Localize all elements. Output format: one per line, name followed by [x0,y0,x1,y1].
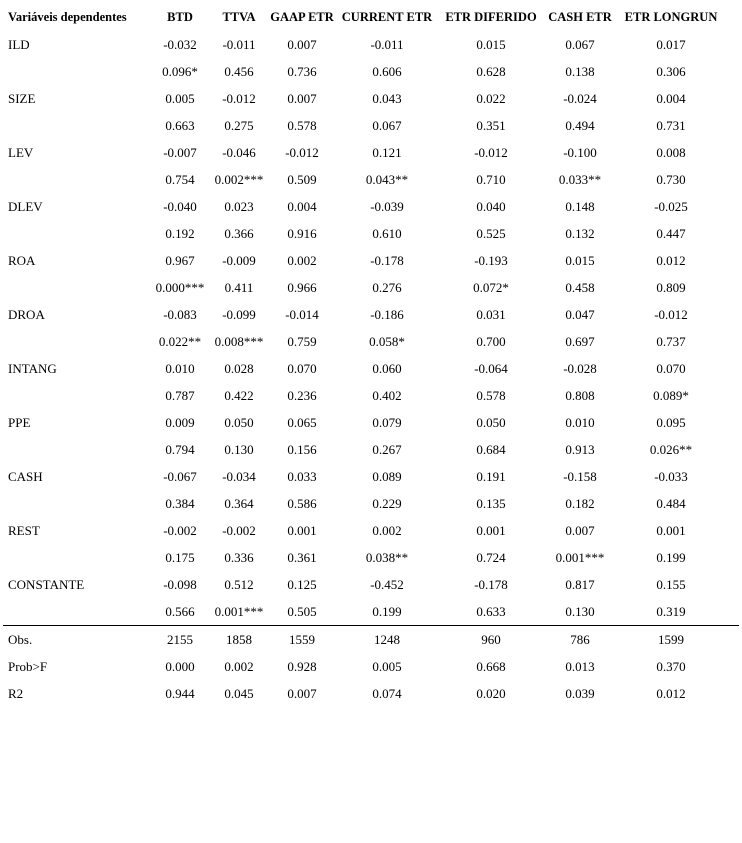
table-cell: 0.135 [476,495,506,511]
table-row-pvalue [0,112,742,139]
table-cell: 0.736 [287,63,317,79]
table-cell: -0.098 [163,576,197,592]
table-cell: 0.509 [287,171,317,187]
table-cell: 0.697 [565,333,595,349]
table-cell: -0.007 [163,144,197,160]
table-cell: 0.130 [565,603,595,619]
table-cell: 0.276 [372,279,402,295]
table-cell: 0.038** [365,549,409,565]
table-cell: -0.040 [163,198,197,214]
col-header-ttva: TTVA [222,10,256,24]
table-cell: -0.186 [370,306,404,322]
table-cell: 0.456 [224,63,254,79]
table-cell: 0.043 [372,90,402,106]
table-cell: 0.236 [287,387,317,403]
table-cell: 0.458 [565,279,595,295]
table-cell: 0.001 [656,522,686,538]
table-cell: 0.817 [565,576,595,592]
table-cell: 0.192 [165,225,195,241]
table-cell: 0.060 [372,360,402,376]
table-cell: 0.138 [565,63,595,79]
table-cell: 0.010 [565,414,595,430]
table-cell: 0.199 [372,603,402,619]
table-cell: 0.000 [165,658,195,674]
table-cell: 0.047 [565,306,595,322]
table-row-coef [0,571,742,598]
table-cell: 0.022** [158,333,202,349]
table-cell: 0.079 [372,414,402,430]
table-row-coef [0,355,742,382]
row-label: Obs. [8,631,33,647]
table-row-coef [0,31,742,58]
table-cell: -0.012 [222,90,256,106]
table-cell: 0.155 [656,576,686,592]
table-cell: -0.025 [654,198,688,214]
table-cell: 0.013 [565,658,595,674]
table-cell: 0.156 [287,441,317,457]
table-cell: 960 [481,631,501,647]
table-cell: -0.033 [654,468,688,484]
table-cell: 0.033** [558,171,602,187]
table-row-stat [0,653,742,680]
table-cell: 0.229 [372,495,402,511]
col-header-btd: BTD [167,10,193,24]
table-cell: 0.319 [656,603,686,619]
table-cell: 0.422 [224,387,254,403]
table-cell: 0.012 [656,252,686,268]
table-cell: 0.610 [372,225,402,241]
table-cell: 0.808 [565,387,595,403]
table-cell: 0.008*** [214,333,264,349]
col-header-gaap-etr: GAAP ETR [270,10,334,24]
row-label: SIZE [8,90,36,106]
table-cell: 0.067 [372,117,402,133]
table-cell: 0.267 [372,441,402,457]
table-cell: 0.754 [165,171,195,187]
table-cell: 0.364 [224,495,254,511]
table-cell: 0.050 [476,414,506,430]
table-cell: 0.070 [287,360,317,376]
table-cell: 0.050 [224,414,254,430]
table-cell: -0.034 [222,468,256,484]
table-cell: 2155 [167,631,193,647]
table-cell: 0.578 [287,117,317,133]
table-cell: 0.668 [476,658,506,674]
table-row-coef [0,517,742,544]
table-cell: 0.944 [165,685,195,701]
table-cell: 0.004 [656,90,686,106]
table-cell: 0.010 [165,360,195,376]
table-cell: 0.175 [165,549,195,565]
table-cell: -0.158 [563,468,597,484]
row-label: LEV [8,144,34,160]
table-row-pvalue [0,58,742,85]
table-cell: 0.002 [224,658,254,674]
table-cell: -0.100 [563,144,597,160]
table-cell: -0.012 [654,306,688,322]
table-row-coef [0,139,742,166]
table-cell: 0.967 [165,252,195,268]
table-cell: 0.065 [287,414,317,430]
table-cell: 0.089* [653,387,689,403]
table-cell: 786 [570,631,590,647]
table-cell: 0.132 [565,225,595,241]
row-label: CASH [8,468,43,484]
table-cell: 0.787 [165,387,195,403]
table-cell: 0.794 [165,441,195,457]
table-cell: 0.663 [165,117,195,133]
table-cell: 0.402 [372,387,402,403]
table-cell: -0.028 [563,360,597,376]
table-cell: 0.067 [565,36,595,52]
table-cell: 0.913 [565,441,595,457]
table-cell: 0.031 [476,306,506,322]
table-cell: 0.125 [287,576,317,592]
table-cell: -0.178 [474,576,508,592]
table-cell: 0.089 [372,468,402,484]
table-cell: 0.026** [649,441,693,457]
table-cell: 0.070 [656,360,686,376]
row-label: CONSTANTE [8,576,85,592]
table-row-pvalue [0,382,742,409]
table-cell: 0.191 [476,468,506,484]
table-row-pvalue [0,328,742,355]
table-cell: 0.505 [287,603,317,619]
table-cell: 0.916 [287,225,317,241]
table-cell: 0.566 [165,603,195,619]
table-cell: 0.148 [565,198,595,214]
table-cell: -0.032 [163,36,197,52]
table-cell: 0.028 [224,360,254,376]
table-cell: 0.095 [656,414,686,430]
table-cell: 0.023 [224,198,254,214]
col-header-etr-longrun: ETR LONGRUN [624,10,718,24]
table-cell: 0.182 [565,495,595,511]
table-cell: -0.178 [370,252,404,268]
table-cell: 0.001 [476,522,506,538]
table-cell: 0.928 [287,658,317,674]
table-cell: 0.074 [372,685,402,701]
table-row-coef [0,247,742,274]
table-row-pvalue [0,166,742,193]
table-cell: 0.366 [224,225,254,241]
col-header-cash-etr: CASH ETR [548,10,612,24]
table-cell: 0.628 [476,63,506,79]
table-cell: -0.193 [474,252,508,268]
table-cell: 0.447 [656,225,686,241]
row-label: ROA [8,252,36,268]
table-cell: 0.759 [287,333,317,349]
table-cell: 0.039 [565,685,595,701]
table-row-pvalue [0,220,742,247]
table-cell: 0.275 [224,117,254,133]
table-cell: 0.007 [287,90,317,106]
table-cell: 0.002 [287,252,317,268]
table-stats [0,626,742,707]
table-cell: 0.512 [224,576,254,592]
header-row [0,4,742,31]
table-row-pvalue [0,598,742,625]
col-header-current-etr: CURRENT ETR [341,10,433,24]
table-cell: 0.731 [656,117,686,133]
table-cell: 0.724 [476,549,506,565]
table-cell: 0.020 [476,685,506,701]
table-cell: 0.007 [287,36,317,52]
table-cell: 0.004 [287,198,317,214]
table-row-stat [0,680,742,707]
table-cell: -0.002 [163,522,197,538]
row-label: PPE [8,414,31,430]
table-cell: 0.033 [287,468,317,484]
table-cell: 0.730 [656,171,686,187]
table-cell: 0.700 [476,333,506,349]
table-row-coef [0,193,742,220]
table-row-coef [0,463,742,490]
table-row-coef [0,409,742,436]
row-label: R2 [8,685,24,701]
table-cell: 0.007 [287,685,317,701]
table-cell: 0.336 [224,549,254,565]
table-row-pvalue [0,490,742,517]
table-cell: 0.000*** [155,279,205,295]
table-cell: -0.012 [285,144,319,160]
table-cell: 0.606 [372,63,402,79]
table-cell: 0.017 [656,36,686,52]
table-cell: 0.001*** [555,549,605,565]
table-cell: -0.099 [222,306,256,322]
table-cell: -0.452 [370,576,404,592]
table-cell: 1858 [226,631,252,647]
table-cell: 0.737 [656,333,686,349]
table-row-stat [0,626,742,653]
table-cell: 0.710 [476,171,506,187]
table-cell: 0.005 [372,658,402,674]
table-cell: 0.199 [656,549,686,565]
header-label: Variáveis dependentes [8,10,127,24]
table-cell: 0.809 [656,279,686,295]
table-cell: 0.966 [287,279,317,295]
table-cell: 0.484 [656,495,686,511]
table-cell: 0.411 [224,279,254,295]
table-cell: 0.015 [565,252,595,268]
table-cell: 0.072* [473,279,509,295]
regression-table [0,4,742,707]
table-cell: 0.009 [165,414,195,430]
table-cell: 0.002 [372,522,402,538]
table-cell: 0.384 [165,495,195,511]
table-cell: 0.007 [565,522,595,538]
table-cell: 0.096* [162,63,198,79]
table-cell: 0.045 [224,685,254,701]
table-cell: -0.011 [222,36,256,52]
table-cell: -0.067 [163,468,197,484]
table-cell: 0.494 [565,117,595,133]
table-cell: -0.014 [285,306,319,322]
row-label: Prob>F [8,658,48,674]
table-cell: 0.121 [372,144,402,160]
table-cell: 0.684 [476,441,506,457]
row-label: DROA [8,306,45,322]
row-label: ILD [8,36,30,52]
table-cell: -0.024 [563,90,597,106]
row-label: INTANG [8,360,57,376]
table-cell: 0.306 [656,63,686,79]
table-cell: 0.361 [287,549,317,565]
table-row-coef [0,85,742,112]
table-cell: -0.009 [222,252,256,268]
table-cell: 0.586 [287,495,317,511]
table-cell: 0.351 [476,117,506,133]
table-cell: 0.005 [165,90,195,106]
table-cell: -0.039 [370,198,404,214]
row-label: REST [8,522,40,538]
table-cell: -0.012 [474,144,508,160]
table-cell: 0.008 [656,144,686,160]
row-label: DLEV [8,198,43,214]
table-cell: 1559 [289,631,315,647]
table-cell: 0.001*** [214,603,264,619]
table-cell: -0.083 [163,306,197,322]
table-row-pvalue [0,436,742,463]
table-cell: -0.046 [222,144,256,160]
table-cell: 0.022 [476,90,506,106]
table-row-coef [0,301,742,328]
table-cell: 1599 [658,631,684,647]
table-cell: 0.058* [369,333,405,349]
table-cell: 1248 [374,631,400,647]
table-cell: 0.015 [476,36,506,52]
table-body [0,31,742,625]
table-cell: 0.012 [656,685,686,701]
table-cell: 0.370 [656,658,686,674]
col-header-etr-diferido: ETR DIFERIDO [445,10,537,24]
table-cell: 0.001 [287,522,317,538]
table-cell: -0.011 [370,36,404,52]
table-cell: -0.064 [474,360,508,376]
table-cell: -0.002 [222,522,256,538]
table-cell: 0.002*** [214,171,264,187]
table-cell: 0.633 [476,603,506,619]
table-row-pvalue [0,274,742,301]
table-cell: 0.040 [476,198,506,214]
table-row-pvalue [0,544,742,571]
table-cell: 0.578 [476,387,506,403]
table-cell: 0.525 [476,225,506,241]
table-cell: 0.043** [365,171,409,187]
table-cell: 0.130 [224,441,254,457]
